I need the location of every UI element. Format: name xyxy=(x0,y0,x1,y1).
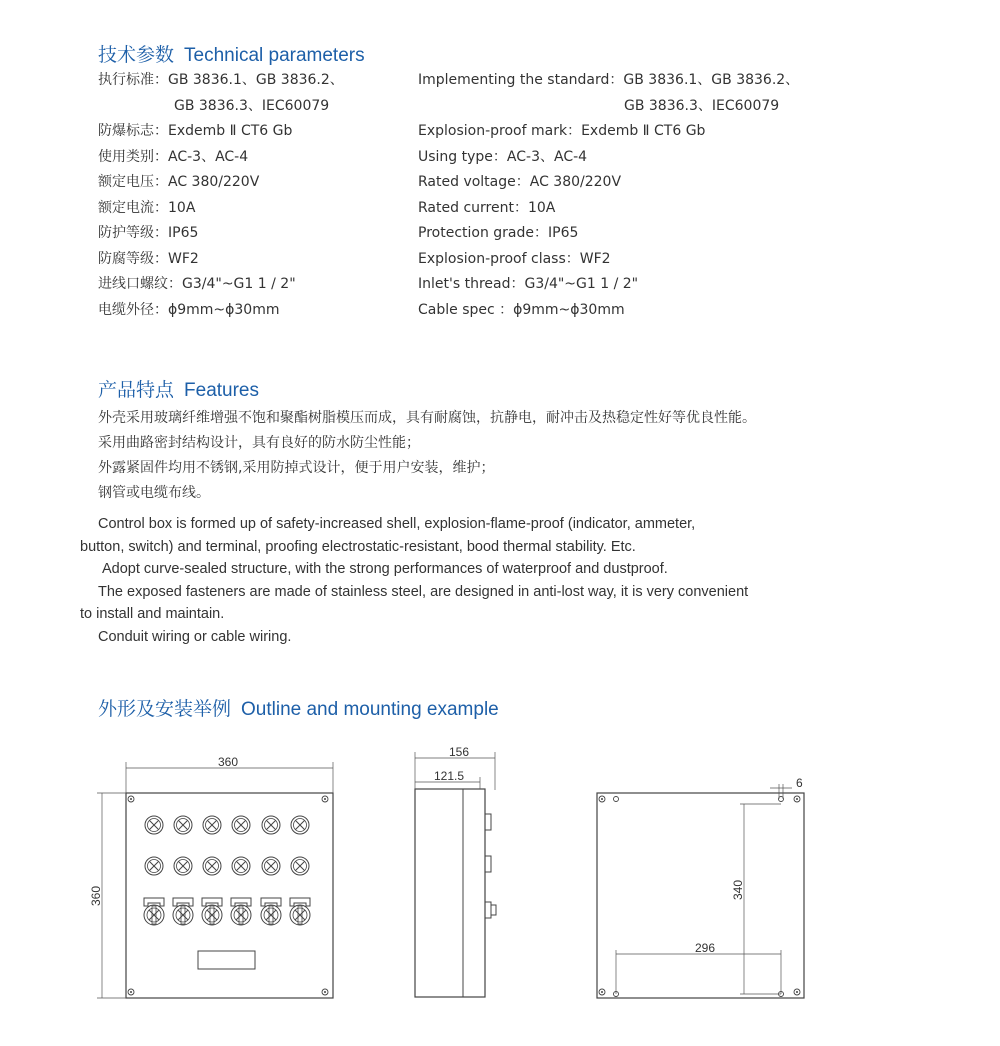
mounting-plate xyxy=(597,793,804,998)
side-body xyxy=(415,789,485,997)
side-view xyxy=(415,745,496,997)
parameter-value: WF2 xyxy=(168,250,199,267)
switch-icon xyxy=(202,898,222,925)
switch-icon xyxy=(231,898,251,925)
outline-title-en: Outline and mounting example xyxy=(241,699,499,720)
parameter-label: Rated voltage： xyxy=(418,174,530,190)
parameter-value: ϕ9mm~ϕ30mm xyxy=(513,301,625,318)
feature-en-line: to install and maintain. xyxy=(80,606,225,623)
indicator-lamp-icon xyxy=(145,857,163,875)
feature-en-line: Adopt curve-sealed structure, with the strong performances of waterproof and dustproof. xyxy=(102,561,668,578)
technical-title-en: Technical parameters xyxy=(184,45,365,66)
parameter-label: 防护等级： xyxy=(98,225,168,241)
front-view xyxy=(89,755,333,998)
parameter-value: AC-3、AC-4 xyxy=(506,148,588,165)
parameter-value: WF2 xyxy=(579,250,611,267)
mount-vertical-label: 340 xyxy=(731,879,745,901)
parameter-value: AC 380/220V xyxy=(529,174,622,190)
switch-icon xyxy=(144,898,164,925)
parameter-label: Rated current： xyxy=(418,199,528,216)
parameter-label: Inlet's thread： xyxy=(418,276,525,292)
parameter-label: Cable spec ： xyxy=(418,301,514,318)
indicator-lamp-icon xyxy=(203,857,221,875)
indicator-lamp-icon xyxy=(262,816,280,834)
front-screw xyxy=(322,796,328,802)
parameter-value: IP65 xyxy=(168,225,199,241)
side-depth-label: 156 xyxy=(448,745,470,759)
indicator-row xyxy=(145,857,309,875)
indicator-lamp-icon xyxy=(174,857,192,875)
nameplate xyxy=(198,951,255,969)
switch-row xyxy=(144,898,310,925)
parameter-value: GB 3836.1、GB 3836.2、 xyxy=(168,72,344,88)
parameter-value: ϕ9mm~ϕ30mm xyxy=(168,301,280,318)
parameter-label: 额定电压： xyxy=(98,174,168,190)
parameter-label: 电缆外径： xyxy=(98,301,168,318)
switch-icon xyxy=(290,898,310,925)
front-screw xyxy=(322,989,328,995)
feature-cn-line: 外壳采用玻璃纤维增强不饱和聚酯树脂模压而成，具有耐腐蚀，抗静电，耐冲击及热稳定性好等优良性能。 xyxy=(98,410,756,426)
feature-cn-line: 外露紧固件均用不锈钢,采用防掉式设计，便于用户安装，维护； xyxy=(98,460,495,476)
parameter-label: 防腐等级： xyxy=(98,250,168,267)
parameter-label: Using type： xyxy=(418,148,507,165)
feature-cn-line: 钢管或电缆布线。 xyxy=(98,485,210,501)
parameter-value: G3/4"~G1 1 / 2" xyxy=(182,276,296,292)
indicator-lamp-icon xyxy=(174,816,192,834)
side-inner-depth-label: 121.5 xyxy=(433,769,465,783)
feature-en-line: button, switch) and terminal, proofing electrostatic-resistant, bood thermal stability. Etc. xyxy=(80,538,636,555)
indicator-lamp-icon xyxy=(291,816,309,834)
features-title-cn: 产品特点 xyxy=(98,379,175,401)
parameter-value-continued: GB 3836.3、IEC60079 xyxy=(624,97,780,114)
feature-cn-line: 采用曲路密封结构设计，具有良好的防水防尘性能； xyxy=(98,435,420,451)
parameter-value: AC 380/220V xyxy=(168,174,260,190)
parameter-label: 使用类别： xyxy=(98,148,168,165)
parameter-value: Exdemb Ⅱ CT6 Gb xyxy=(581,123,706,139)
indicator-row xyxy=(145,816,309,834)
parameter-value: 10A xyxy=(527,199,556,216)
technical-title-cn: 技术参数 xyxy=(98,44,175,66)
front-height-label: 360 xyxy=(89,885,103,907)
parameter-value: G3/4"~G1 1 / 2" xyxy=(524,276,639,292)
indicator-lamp-icon xyxy=(232,816,250,834)
parameter-label: 额定电流： xyxy=(98,199,168,216)
indicator-lamp-icon xyxy=(203,816,221,834)
mount-horizontal-label: 296 xyxy=(694,941,716,955)
front-width-label: 360 xyxy=(217,755,239,769)
switch-icon xyxy=(261,898,281,925)
indicator-lamp-icon xyxy=(262,857,280,875)
parameter-label: 进线口螺纹： xyxy=(98,276,182,292)
parameter-label: 防爆标志： xyxy=(98,123,168,139)
parameter-label: Protection grade： xyxy=(418,225,548,241)
parameter-label: Explosion-proof class： xyxy=(418,250,580,267)
parameter-value: Exdemb Ⅱ CT6 Gb xyxy=(168,123,293,139)
feature-en-line: Control box is formed up of safety-increased shell, explosion-flame-proof (indicator, ammeter, xyxy=(98,516,696,532)
feature-en-line: The exposed fasteners are made of stainless steel, are designed in anti-lost way, it is very convenient xyxy=(98,583,749,600)
parameter-label: Explosion-proof mark： xyxy=(418,123,582,139)
features-title-en: Features xyxy=(184,380,259,401)
parameter-value: IP65 xyxy=(548,225,579,241)
parameter-value: AC-3、AC-4 xyxy=(168,148,249,165)
parameter-label: Implementing the standard： xyxy=(418,72,624,88)
switch-icon xyxy=(173,898,193,925)
outline-title-cn: 外形及安装举例 xyxy=(98,698,232,720)
mounting-view xyxy=(597,776,804,998)
indicator-lamp-icon xyxy=(145,816,163,834)
mount-hole-label: 6 xyxy=(796,776,803,790)
parameter-value-continued: GB 3836.3、IEC60079 xyxy=(174,97,330,114)
front-screw xyxy=(128,989,134,995)
parameter-value: GB 3836.1、GB 3836.2、 xyxy=(623,72,800,88)
parameter-label: 执行标准： xyxy=(98,72,168,88)
parameter-value: 10A xyxy=(168,199,196,216)
indicator-lamp-icon xyxy=(232,857,250,875)
mount-hole xyxy=(614,797,619,802)
feature-en-line: Conduit wiring or cable wiring. xyxy=(98,628,292,645)
front-screw xyxy=(128,796,134,802)
indicator-lamp-icon xyxy=(291,857,309,875)
